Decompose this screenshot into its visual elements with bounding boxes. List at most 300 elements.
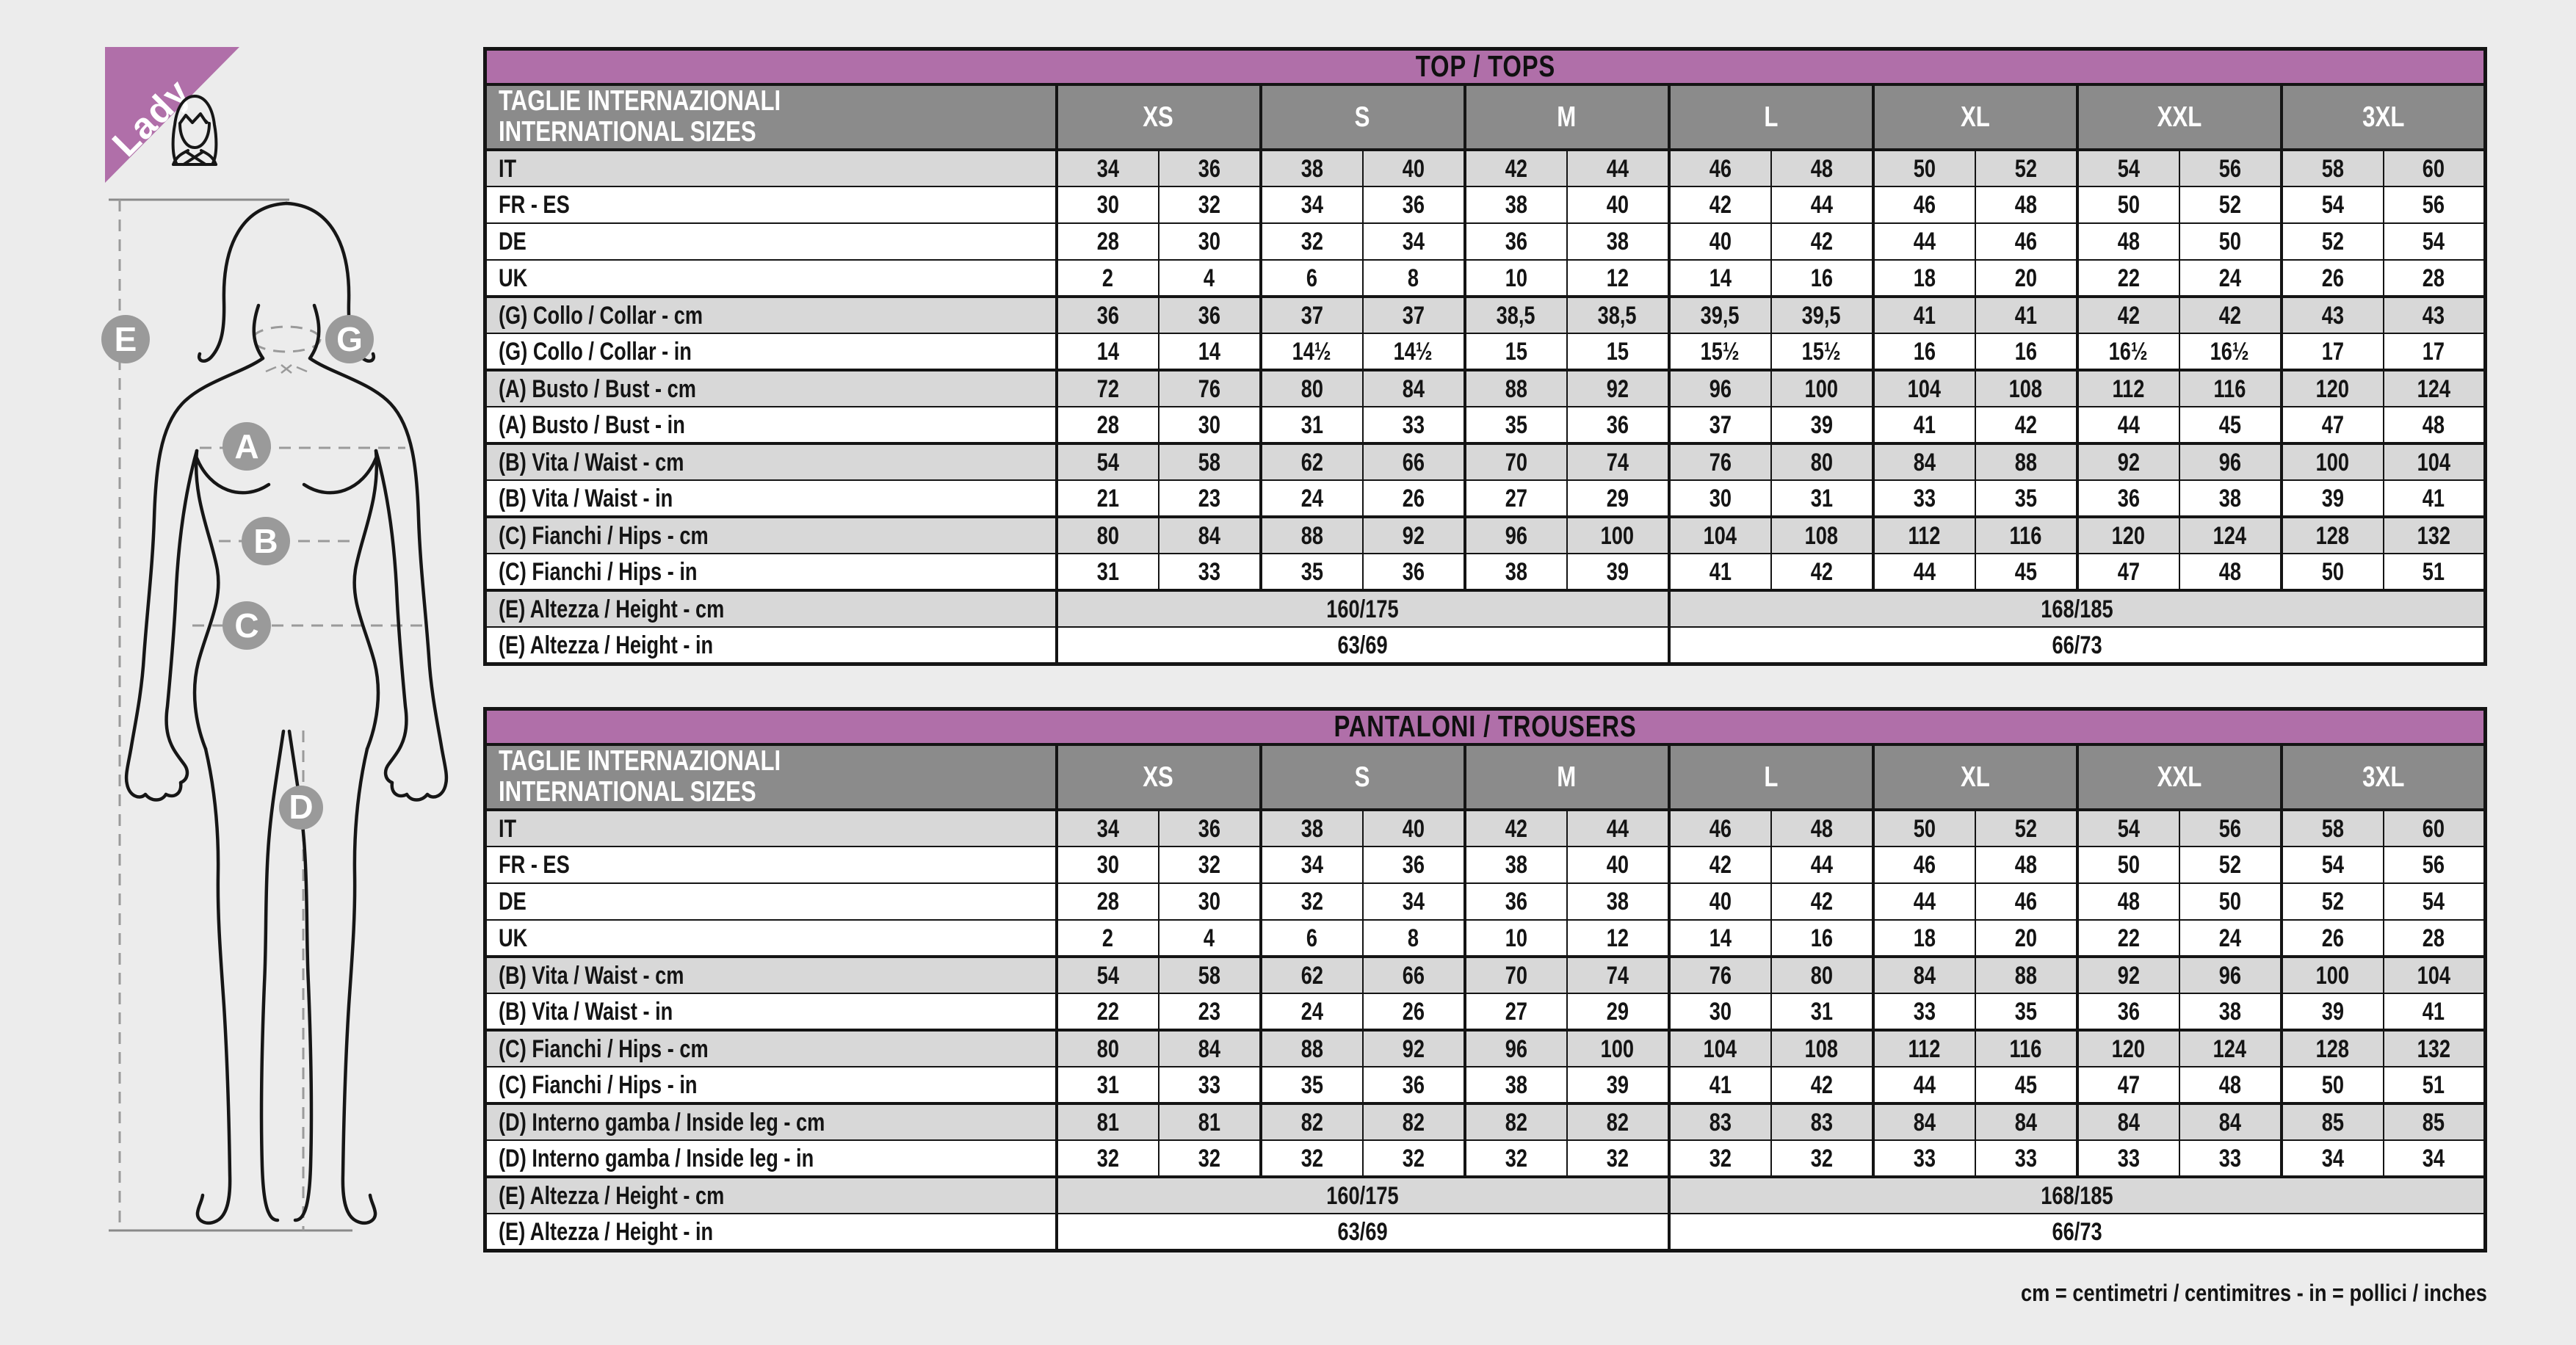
row-label: (C) Fianchi / Hips - in <box>485 554 1057 590</box>
row-label: (C) Fianchi / Hips - cm <box>485 1030 1057 1067</box>
size-value-cell: 24 <box>1261 480 1363 517</box>
size-value-cell: 54 <box>2384 883 2486 920</box>
size-value-cell: 62 <box>1261 957 1363 993</box>
size-value-cell: 36 <box>1363 1067 1465 1103</box>
size-value-cell: 132 <box>2384 1030 2486 1067</box>
size-value-cell: 44 <box>1873 1067 1975 1103</box>
size-value-cell: 84 <box>1159 517 1261 554</box>
size-value-cell: 35 <box>1975 480 2077 517</box>
size-value-cell: 96 <box>2179 957 2282 993</box>
size-value-cell: 47 <box>2282 407 2384 443</box>
size-value-cell: 116 <box>1975 1030 2077 1067</box>
size-value-cell: 14 <box>1669 260 1771 297</box>
size-value-cell: 46 <box>1975 223 2077 260</box>
size-value-cell: 38 <box>1465 554 1567 590</box>
size-value-cell: 24 <box>1261 993 1363 1030</box>
table-row <box>485 627 2486 664</box>
size-value-cell: 38 <box>1261 810 1363 846</box>
size-value-cell: 76 <box>1669 443 1771 480</box>
size-value-cell: 80 <box>1771 443 1873 480</box>
size-value-cell: 22 <box>2077 920 2179 957</box>
size-group-header: XL <box>1873 84 2077 151</box>
size-value-cell: 48 <box>2179 554 2282 590</box>
size-value-cell: 82 <box>1363 1103 1465 1140</box>
svg-text:E: E <box>114 320 137 358</box>
size-value-cell: 58 <box>2282 810 2384 846</box>
size-group-header: L <box>1669 744 1873 811</box>
svg-text:C: C <box>234 606 259 645</box>
size-value-cell: 50 <box>1873 150 1975 186</box>
size-value-cell: 18 <box>1873 260 1975 297</box>
size-value-cell: 124 <box>2384 370 2486 407</box>
size-value-cell: 42 <box>1669 186 1771 223</box>
size-value-cell: 83 <box>1771 1103 1873 1140</box>
collar-dashed-ellipse <box>253 327 320 352</box>
badge-label: Lady <box>104 70 198 164</box>
size-value-cell: 20 <box>1975 920 2077 957</box>
size-value-cell: 24 <box>2179 260 2282 297</box>
size-value-cell: 88 <box>1261 517 1363 554</box>
size-value-cell: 85 <box>2384 1103 2486 1140</box>
table-row <box>485 993 2486 1030</box>
size-value-cell: 120 <box>2077 1030 2179 1067</box>
size-value-cell: 50 <box>2077 186 2179 223</box>
size-value-cell: 92 <box>1567 370 1669 407</box>
size-value-cell: 4 <box>1159 260 1261 297</box>
row-label: (E) Altezza / Height - cm <box>485 1177 1057 1214</box>
size-value-cell: 14 <box>1057 333 1159 370</box>
size-value-cell: 10 <box>1465 920 1567 957</box>
merged-value-cell: 63/69 <box>1057 627 1669 664</box>
size-value-cell: 39 <box>1771 407 1873 443</box>
size-value-cell: 56 <box>2384 186 2486 223</box>
table-row <box>485 186 2486 223</box>
table-row <box>485 1177 2486 1214</box>
size-value-cell: 40 <box>1567 186 1669 223</box>
size-value-cell: 36 <box>1567 407 1669 443</box>
size-value-cell: 34 <box>2384 1140 2486 1177</box>
size-value-cell: 80 <box>1057 1030 1159 1067</box>
size-value-cell: 70 <box>1465 957 1567 993</box>
size-value-cell: 124 <box>2179 517 2282 554</box>
size-value-cell: 88 <box>1261 1030 1363 1067</box>
size-value-cell: 40 <box>1669 223 1771 260</box>
size-value-cell: 52 <box>1975 150 2077 186</box>
size-value-cell: 33 <box>1873 1140 1975 1177</box>
marker-A <box>222 422 271 471</box>
size-value-cell: 36 <box>1363 846 1465 883</box>
size-value-cell: 46 <box>1669 150 1771 186</box>
size-value-cell: 6 <box>1261 260 1363 297</box>
size-value-cell: 74 <box>1567 957 1669 993</box>
size-value-cell: 58 <box>1159 443 1261 480</box>
size-value-cell: 27 <box>1465 480 1567 517</box>
size-group-header: XS <box>1057 84 1261 151</box>
size-value-cell: 41 <box>1873 297 1975 333</box>
size-value-cell: 39,5 <box>1771 297 1873 333</box>
size-value-cell: 62 <box>1261 443 1363 480</box>
size-value-cell: 36 <box>1159 810 1261 846</box>
size-value-cell: 15 <box>1465 333 1567 370</box>
size-value-cell: 32 <box>1159 846 1261 883</box>
size-value-cell: 48 <box>1975 846 2077 883</box>
size-value-cell: 58 <box>1159 957 1261 993</box>
size-value-cell: 46 <box>1873 846 1975 883</box>
row-label: (C) Fianchi / Hips - cm <box>485 517 1057 554</box>
size-value-cell: 45 <box>2179 407 2282 443</box>
size-value-cell: 42 <box>1975 407 2077 443</box>
size-value-cell: 39 <box>1567 554 1669 590</box>
svg-text:B: B <box>253 522 278 560</box>
woman-body-outline <box>126 203 446 1223</box>
table-row <box>485 883 2486 920</box>
size-value-cell: 2 <box>1057 260 1159 297</box>
table-row <box>485 333 2486 370</box>
row-label: (C) Fianchi / Hips - in <box>485 1067 1057 1103</box>
size-value-cell: 32 <box>1261 223 1363 260</box>
size-value-cell: 54 <box>2384 223 2486 260</box>
size-value-cell: 22 <box>1057 993 1159 1030</box>
size-value-cell: 17 <box>2282 333 2384 370</box>
size-value-cell: 54 <box>2077 810 2179 846</box>
size-value-cell: 38,5 <box>1567 297 1669 333</box>
size-value-cell: 36 <box>2077 480 2179 517</box>
size-value-cell: 60 <box>2384 150 2486 186</box>
size-group-header: S <box>1261 744 1465 811</box>
size-value-cell: 34 <box>2282 1140 2384 1177</box>
size-value-cell: 14½ <box>1363 333 1465 370</box>
size-value-cell: 80 <box>1261 370 1363 407</box>
size-value-cell: 26 <box>2282 920 2384 957</box>
svg-text:D: D <box>289 788 314 826</box>
size-group-header: XS <box>1057 744 1261 811</box>
size-group-header: XXL <box>2077 84 2282 151</box>
size-value-cell: 41 <box>1669 1067 1771 1103</box>
size-value-cell: 36 <box>2077 993 2179 1030</box>
size-value-cell: 76 <box>1669 957 1771 993</box>
size-value-cell: 23 <box>1159 993 1261 1030</box>
size-value-cell: 40 <box>1363 810 1465 846</box>
size-value-cell: 20 <box>1975 260 2077 297</box>
size-group-header: 3XL <box>2282 84 2486 151</box>
size-value-cell: 82 <box>1465 1103 1567 1140</box>
size-value-cell: 48 <box>2077 883 2179 920</box>
merged-value-cell: 160/175 <box>1057 1177 1669 1214</box>
size-value-cell: 33 <box>1159 554 1261 590</box>
size-value-cell: 50 <box>2282 1067 2384 1103</box>
size-value-cell: 43 <box>2384 297 2486 333</box>
size-value-cell: 16½ <box>2077 333 2179 370</box>
size-value-cell: 32 <box>1465 1140 1567 1177</box>
table-row <box>485 480 2486 517</box>
size-value-cell: 52 <box>2282 883 2384 920</box>
size-value-cell: 72 <box>1057 370 1159 407</box>
size-value-cell: 26 <box>1363 480 1465 517</box>
table-row <box>485 443 2486 480</box>
size-value-cell: 24 <box>2179 920 2282 957</box>
table-row <box>485 297 2486 333</box>
size-value-cell: 16 <box>1771 920 1873 957</box>
size-value-cell: 74 <box>1567 443 1669 480</box>
size-value-cell: 34 <box>1057 810 1159 846</box>
size-value-cell: 39 <box>2282 480 2384 517</box>
size-value-cell: 42 <box>1465 150 1567 186</box>
size-value-cell: 34 <box>1057 150 1159 186</box>
merged-value-cell: 66/73 <box>1669 1214 2486 1250</box>
size-value-cell: 81 <box>1057 1103 1159 1140</box>
size-value-cell: 21 <box>1057 480 1159 517</box>
size-value-cell: 70 <box>1465 443 1567 480</box>
size-value-cell: 42 <box>1771 1067 1873 1103</box>
size-value-cell: 50 <box>2282 554 2384 590</box>
size-value-cell: 100 <box>1567 517 1669 554</box>
svg-text:A: A <box>234 427 259 465</box>
size-value-cell: 36 <box>1159 150 1261 186</box>
size-value-cell: 41 <box>1873 407 1975 443</box>
row-label: (E) Altezza / Height - in <box>485 627 1057 664</box>
row-label: (E) Altezza / Height - cm <box>485 590 1057 627</box>
size-value-cell: 112 <box>1873 1030 1975 1067</box>
table-row <box>485 590 2486 627</box>
international-sizes-label: TAGLIE INTERNAZIONALI INTERNATIONAL SIZES <box>485 84 1057 151</box>
table-row <box>485 1103 2486 1140</box>
table-row <box>485 554 2486 590</box>
size-value-cell: 48 <box>1771 150 1873 186</box>
size-value-cell: 44 <box>1873 223 1975 260</box>
table-row <box>485 223 2486 260</box>
size-value-cell: 15½ <box>1669 333 1771 370</box>
size-value-cell: 38 <box>2179 993 2282 1030</box>
marker-C <box>222 601 271 650</box>
size-value-cell: 41 <box>2384 993 2486 1030</box>
size-value-cell: 28 <box>2384 920 2486 957</box>
table-row <box>485 370 2486 407</box>
table-row <box>485 260 2486 297</box>
size-value-cell: 30 <box>1669 480 1771 517</box>
size-value-cell: 88 <box>1975 443 2077 480</box>
size-value-cell: 100 <box>1567 1030 1669 1067</box>
size-value-cell: 41 <box>1669 554 1771 590</box>
size-value-cell: 27 <box>1465 993 1567 1030</box>
size-value-cell: 92 <box>2077 957 2179 993</box>
row-label: (A) Busto / Bust - cm <box>485 370 1057 407</box>
size-value-cell: 23 <box>1159 480 1261 517</box>
size-value-cell: 38 <box>1465 186 1567 223</box>
size-value-cell: 92 <box>2077 443 2179 480</box>
size-value-cell: 104 <box>2384 957 2486 993</box>
size-value-cell: 46 <box>1975 883 2077 920</box>
size-value-cell: 50 <box>2179 223 2282 260</box>
size-value-cell: 36 <box>1159 297 1261 333</box>
size-value-cell: 40 <box>1669 883 1771 920</box>
units-legend: cm = centimetri / centimitres - in = pollici / inches <box>2021 1280 2487 1306</box>
size-value-cell: 116 <box>2179 370 2282 407</box>
size-value-cell: 36 <box>1363 186 1465 223</box>
size-value-cell: 45 <box>1975 1067 2077 1103</box>
size-value-cell: 36 <box>1465 883 1567 920</box>
size-value-cell: 88 <box>1465 370 1567 407</box>
size-value-cell: 44 <box>1873 883 1975 920</box>
size-value-cell: 104 <box>2384 443 2486 480</box>
size-value-cell: 30 <box>1669 993 1771 1030</box>
size-value-cell: 16½ <box>2179 333 2282 370</box>
row-label: DE <box>485 223 1057 260</box>
size-value-cell: 50 <box>1873 810 1975 846</box>
size-value-cell: 81 <box>1159 1103 1261 1140</box>
size-value-cell: 14 <box>1159 333 1261 370</box>
size-value-cell: 8 <box>1363 260 1465 297</box>
row-label: (B) Vita / Waist - cm <box>485 443 1057 480</box>
size-value-cell: 34 <box>1261 846 1363 883</box>
size-value-cell: 42 <box>1771 554 1873 590</box>
trousers-size-table <box>483 707 2487 1252</box>
row-label: UK <box>485 260 1057 297</box>
row-label: (E) Altezza / Height - in <box>485 1214 1057 1250</box>
size-value-cell: 44 <box>1771 846 1873 883</box>
size-value-cell: 36 <box>1363 554 1465 590</box>
size-value-cell: 45 <box>1975 554 2077 590</box>
size-value-cell: 96 <box>1465 517 1567 554</box>
row-label: IT <box>485 150 1057 186</box>
size-value-cell: 36 <box>1465 223 1567 260</box>
row-label: (A) Busto / Bust - in <box>485 407 1057 443</box>
table-row <box>485 957 2486 993</box>
size-value-cell: 54 <box>1057 957 1159 993</box>
size-value-cell: 26 <box>1363 993 1465 1030</box>
size-value-cell: 14 <box>1669 920 1771 957</box>
size-value-cell: 8 <box>1363 920 1465 957</box>
size-value-cell: 52 <box>2282 223 2384 260</box>
marker-B <box>242 517 290 565</box>
size-value-cell: 84 <box>2179 1103 2282 1140</box>
size-value-cell: 38 <box>1567 883 1669 920</box>
row-label: DE <box>485 883 1057 920</box>
merged-value-cell: 160/175 <box>1057 590 1669 627</box>
table-row <box>485 517 2486 554</box>
row-label: (B) Vita / Waist - in <box>485 480 1057 517</box>
merged-value-cell: 168/185 <box>1669 590 2486 627</box>
size-value-cell: 33 <box>1873 480 1975 517</box>
size-value-cell: 32 <box>1159 1140 1261 1177</box>
size-group-header: 3XL <box>2282 744 2486 811</box>
size-value-cell: 48 <box>2179 1067 2282 1103</box>
size-value-cell: 76 <box>1159 370 1261 407</box>
size-value-cell: 28 <box>2384 260 2486 297</box>
table-row <box>485 1067 2486 1103</box>
size-value-cell: 15 <box>1567 333 1669 370</box>
size-value-cell: 56 <box>2384 846 2486 883</box>
size-value-cell: 10 <box>1465 260 1567 297</box>
size-value-cell: 52 <box>2179 846 2282 883</box>
size-value-cell: 29 <box>1567 993 1669 1030</box>
size-value-cell: 38 <box>1465 846 1567 883</box>
size-group-header: M <box>1465 744 1669 811</box>
size-value-cell: 92 <box>1363 517 1465 554</box>
woman-face-icon <box>173 96 217 164</box>
size-value-cell: 38 <box>1261 150 1363 186</box>
size-value-cell: 48 <box>1771 810 1873 846</box>
table-row <box>485 920 2486 957</box>
size-value-cell: 54 <box>2077 150 2179 186</box>
size-value-cell: 17 <box>2384 333 2486 370</box>
size-value-cell: 32 <box>1669 1140 1771 1177</box>
size-value-cell: 42 <box>1771 223 1873 260</box>
size-value-cell: 52 <box>1975 810 2077 846</box>
table-row <box>485 1214 2486 1250</box>
size-value-cell: 32 <box>1261 883 1363 920</box>
size-value-cell: 31 <box>1771 480 1873 517</box>
row-label: IT <box>485 810 1057 846</box>
size-value-cell: 32 <box>1057 1140 1159 1177</box>
size-value-cell: 84 <box>1363 370 1465 407</box>
size-value-cell: 14½ <box>1261 333 1363 370</box>
size-value-cell: 16 <box>1975 333 2077 370</box>
size-value-cell: 112 <box>2077 370 2179 407</box>
size-value-cell: 84 <box>1159 1030 1261 1067</box>
size-value-cell: 30 <box>1057 186 1159 223</box>
row-label: (B) Vita / Waist - cm <box>485 957 1057 993</box>
size-value-cell: 33 <box>1159 1067 1261 1103</box>
size-value-cell: 96 <box>2179 443 2282 480</box>
size-value-cell: 42 <box>1465 810 1567 846</box>
size-value-cell: 32 <box>1771 1140 1873 1177</box>
size-value-cell: 108 <box>1771 517 1873 554</box>
marker-D <box>279 786 323 830</box>
svg-text:G: G <box>336 320 363 358</box>
size-value-cell: 56 <box>2179 810 2282 846</box>
size-value-cell: 47 <box>2077 1067 2179 1103</box>
size-value-cell: 84 <box>2077 1103 2179 1140</box>
size-value-cell: 44 <box>1567 150 1669 186</box>
size-value-cell: 18 <box>1873 920 1975 957</box>
table-row <box>485 150 2486 186</box>
size-value-cell: 4 <box>1159 920 1261 957</box>
size-value-cell: 30 <box>1159 883 1261 920</box>
size-value-cell: 50 <box>2077 846 2179 883</box>
size-value-cell: 80 <box>1057 517 1159 554</box>
merged-value-cell: 63/69 <box>1057 1214 1669 1250</box>
size-value-cell: 42 <box>2179 297 2282 333</box>
size-value-cell: 84 <box>1873 957 1975 993</box>
size-value-cell: 6 <box>1261 920 1363 957</box>
size-value-cell: 83 <box>1669 1103 1771 1140</box>
table-row <box>485 810 2486 846</box>
size-value-cell: 38,5 <box>1465 297 1567 333</box>
size-value-cell: 28 <box>1057 223 1159 260</box>
size-value-cell: 33 <box>2077 1140 2179 1177</box>
size-value-cell: 44 <box>1873 554 1975 590</box>
size-value-cell: 46 <box>1873 186 1975 223</box>
table-row <box>485 407 2486 443</box>
size-value-cell: 34 <box>1261 186 1363 223</box>
size-value-cell: 38 <box>1567 223 1669 260</box>
size-value-cell: 37 <box>1669 407 1771 443</box>
size-value-cell: 46 <box>1669 810 1771 846</box>
marker-E <box>101 315 150 363</box>
size-value-cell: 48 <box>2384 407 2486 443</box>
size-value-cell: 82 <box>1567 1103 1669 1140</box>
size-value-cell: 50 <box>2179 883 2282 920</box>
size-value-cell: 96 <box>1465 1030 1567 1067</box>
size-value-cell: 88 <box>1975 957 2077 993</box>
size-value-cell: 47 <box>2077 554 2179 590</box>
size-value-cell: 104 <box>1873 370 1975 407</box>
size-value-cell: 37 <box>1363 297 1465 333</box>
size-value-cell: 56 <box>2179 150 2282 186</box>
size-value-cell: 48 <box>1975 186 2077 223</box>
size-value-cell: 41 <box>1975 297 2077 333</box>
international-sizes-label: TAGLIE INTERNAZIONALI INTERNATIONAL SIZES <box>485 744 1057 811</box>
